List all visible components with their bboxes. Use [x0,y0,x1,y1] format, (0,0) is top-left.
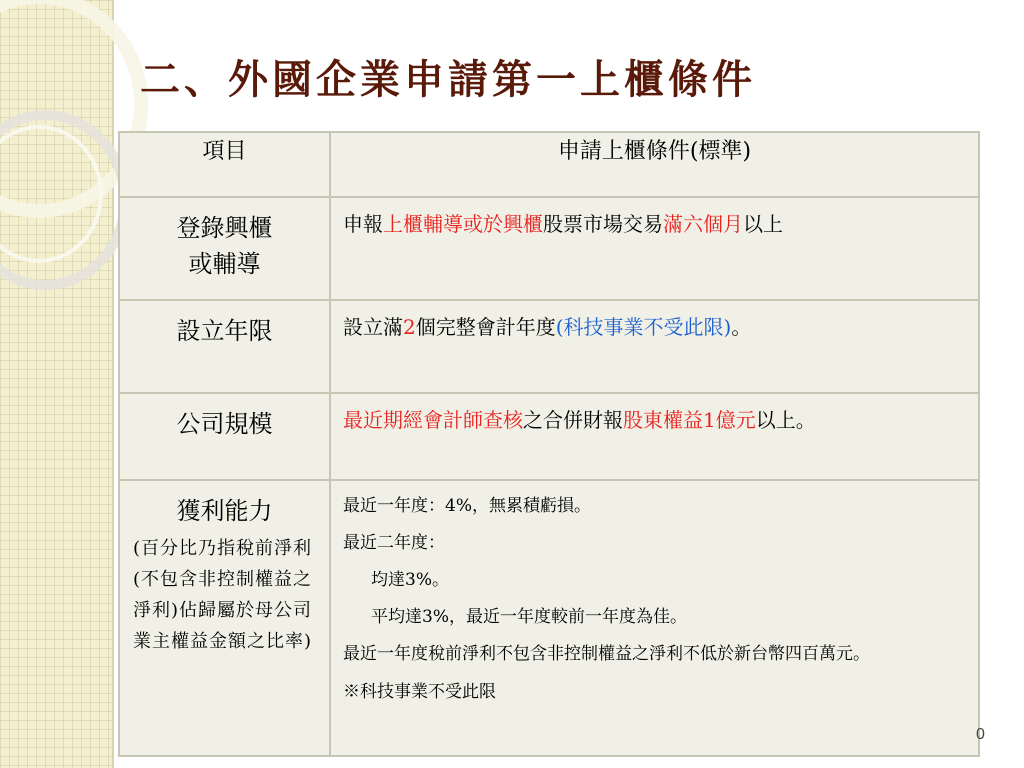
condition-highlight: 最近期經會計師查核 [343,408,523,432]
item-cell [119,393,330,480]
condition-highlight: 上櫃輔導或於興櫃 [383,212,543,236]
condition-text: 。 [731,315,752,339]
condition-line: 最近一年度稅前淨利不包含非控制權益之淨利不低於新台幣四百萬元。 [343,644,870,664]
page-number: 0 [976,726,985,743]
condition-line: 最近二年度： [343,533,445,553]
slide-title: 二、外國企業申請第一上櫃條件 [140,56,756,103]
table-row-scale [119,393,979,480]
condition-cell [330,197,979,300]
item-label: 設立年限 [176,317,273,345]
condition-cell [330,300,979,393]
item-note: (百分比乃指稅前淨利(不包含非控制權益之淨利)佔歸屬於母公司業主權益金額之比率) [133,538,313,652]
listing-conditions-table [118,131,980,757]
condition-note: (科技事業不受此限) [555,315,732,339]
item-cell [119,300,330,393]
item-label-line2: 或輔導 [188,250,261,278]
condition-highlight: 股東權益1億元 [623,408,756,432]
table-row-profit [119,480,979,756]
condition-text: 之合併財報 [523,408,623,432]
condition-cell [330,480,979,756]
table-row-years [119,300,979,393]
condition-text: 以上 [743,212,783,236]
condition-highlight: 2 [403,315,416,339]
item-label-line1: 登錄興櫃 [176,214,273,242]
condition-line: 最近一年度：4%，無累積虧損。 [343,496,591,516]
condition-text: 股票市場交易 [543,212,663,236]
condition-text: 以上。 [755,408,816,432]
condition-line: ※科技事業不受此限 [343,682,496,702]
item-label: 獲利能力 [176,497,273,525]
header-condition: 申請上櫃條件(標準) [330,132,979,197]
header-item: 項目 [119,132,330,197]
condition-text: 設立滿 [343,315,403,339]
condition-cell [330,393,979,480]
condition-text: 個完整會計年度 [415,315,556,339]
condition-text: 申報 [343,212,383,236]
item-cell [119,480,330,756]
condition-highlight: 滿六個月 [663,212,743,236]
item-label: 公司規模 [176,410,273,438]
table-header-row [119,132,979,197]
table-row-registration [119,197,979,300]
condition-line: 平均達3%，最近一年度較前一年度為佳。 [371,607,687,627]
condition-line: 均達3%。 [371,570,449,590]
item-cell [119,197,330,300]
